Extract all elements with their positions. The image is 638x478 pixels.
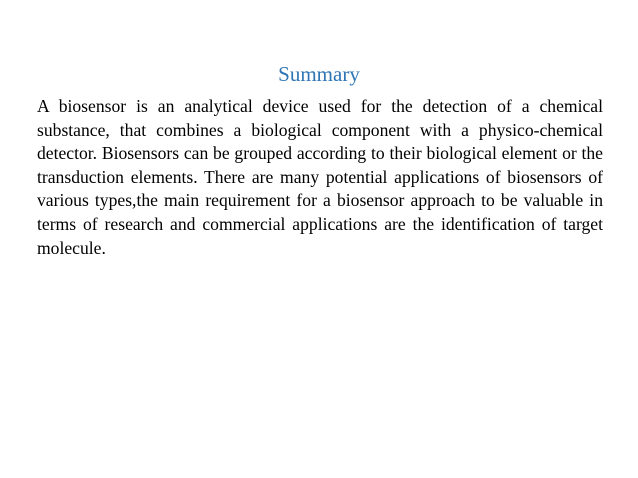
slide-title: Summary [278,62,360,86]
summary-paragraph: A biosensor is an analytical device used for the detection of a chemical substance, that combines a biological component with a physico-chemical detector. Biosensors can be grouped according to their biological element or the transduction elements. There are many potential applications of biosensors of various types,the main requirement for a biosensor approach to be valuable in terms of research and commercial applications are the identification of target molecule. [37,96,603,258]
